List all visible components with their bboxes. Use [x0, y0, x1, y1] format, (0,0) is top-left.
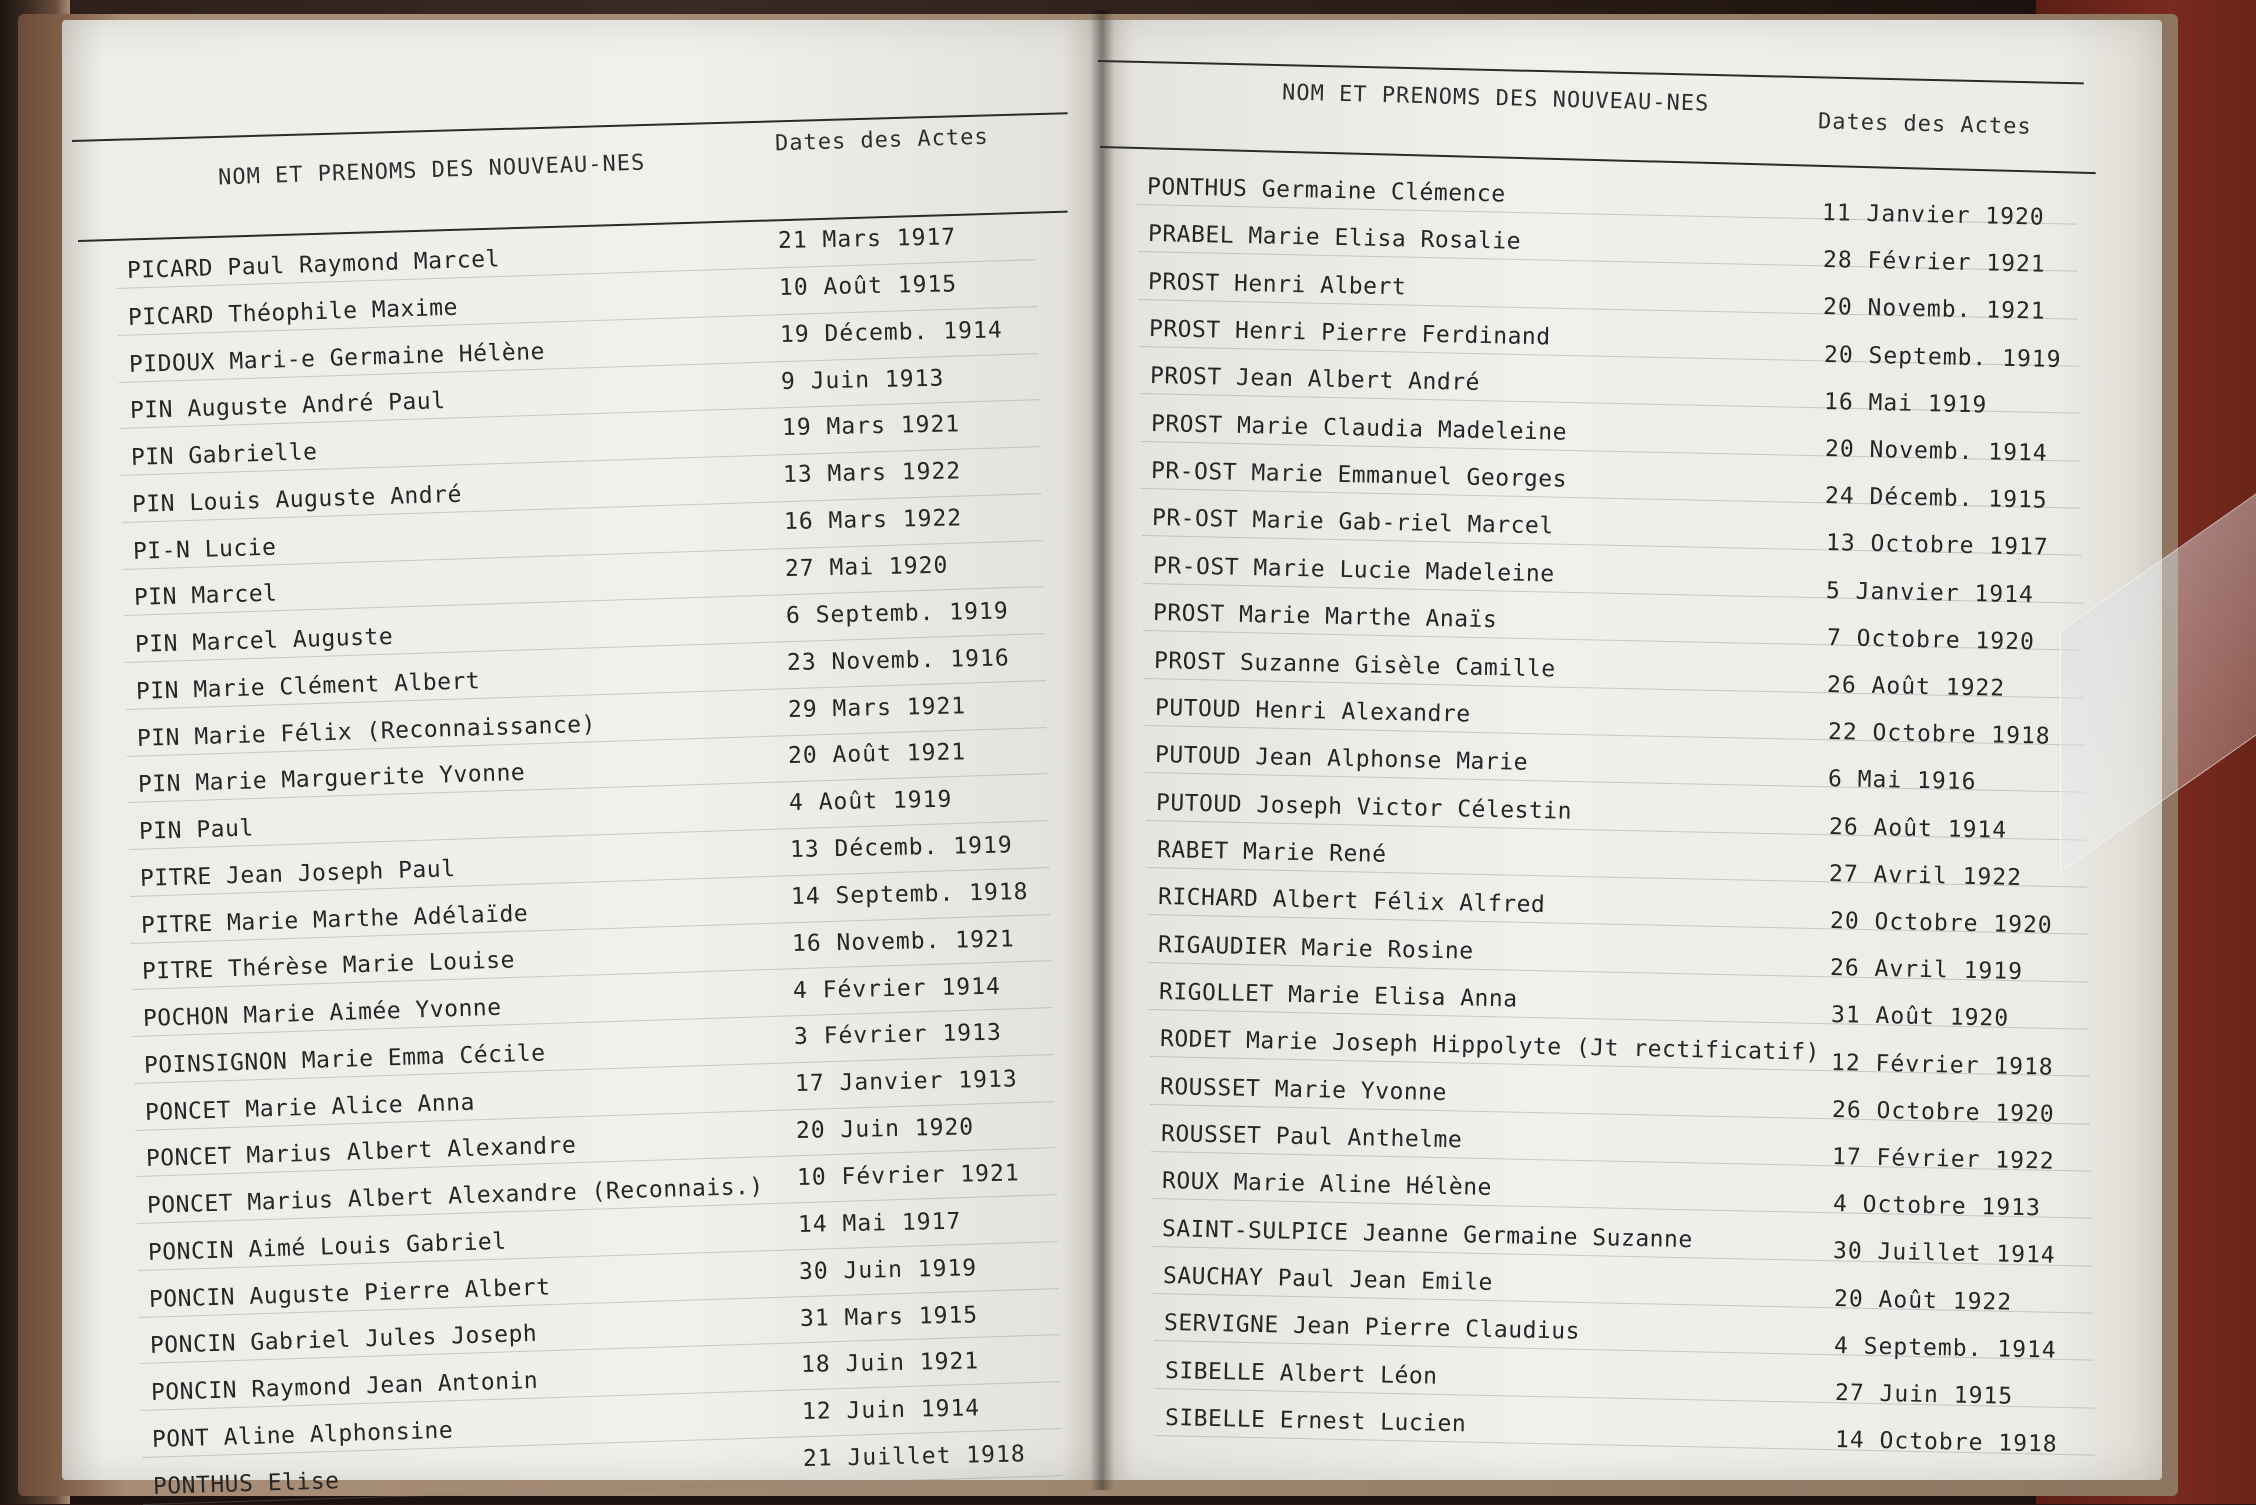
- entry-name: RABET Marie René: [1156, 836, 1387, 868]
- entry-name: PROST Marie Marthe Anaïs: [1153, 600, 1498, 634]
- entry-name: PONCIN Auguste Pierre Albert: [148, 1273, 551, 1313]
- entry-date: 6 Mai 1916: [1827, 766, 1977, 796]
- entry-name: PIN Auguste André Paul: [129, 388, 446, 425]
- entry-name: PIN Marie Marguerite Yvonne: [137, 760, 526, 799]
- entry-name: PR-OST Marie Gab-riel Marcel: [1151, 505, 1554, 540]
- entry-name: PROST Suzanne Gisèle Camille: [1153, 647, 1556, 682]
- entry-date: 18 Juin 1921: [800, 1348, 980, 1379]
- entry-date: 6 Septemb. 1919: [785, 598, 1009, 629]
- entry-name: SAINT-SULPICE Jeanne Germaine Suzanne: [1162, 1215, 1694, 1253]
- left-col-name-header: NOM ET PRENOMS DES NOUVEAU-NES: [217, 150, 646, 191]
- entry-name: RODET Marie Joseph Hippolyte (Jt rectificatif): [1159, 1026, 1820, 1067]
- entry-date: 17 Février 1922: [1831, 1144, 2055, 1175]
- entry-name: PROST Marie Claudia Madeleine: [1150, 410, 1567, 446]
- entry-name: RIGOLLET Marie Elisa Anna: [1158, 978, 1518, 1013]
- entry-date: 16 Mars 1922: [783, 505, 963, 536]
- entry-name: POCHON Marie Aimée Yvonne: [142, 994, 502, 1032]
- entry-date: 20 Novemb. 1921: [1822, 294, 2046, 326]
- book-gutter: [1090, 10, 1114, 1490]
- entry-date: 16 Novemb. 1921: [791, 926, 1016, 957]
- entry-date: 7 Octobre 1920: [1826, 624, 2035, 656]
- entry-name: PUTOUD Jean Alphonse Marie: [1155, 742, 1529, 776]
- entry-date: 12 Juin 1914: [801, 1395, 981, 1426]
- entry-date: 11 Janvier 1920: [1821, 200, 2045, 231]
- entry-date: 20 Juin 1920: [795, 1114, 975, 1145]
- entry-name: SAUCHAY Paul Jean Emile: [1162, 1263, 1494, 1296]
- entry-date: 27 Mai 1920: [784, 552, 949, 582]
- entry-name: PONCET Marius Albert Alexandre (Reconnais.): [146, 1173, 765, 1219]
- entry-name: PUTOUD Henri Alexandre: [1154, 694, 1471, 728]
- entry-date: 29 Mars 1921: [787, 692, 966, 723]
- entry-date: 10 Août 1915: [778, 271, 958, 301]
- entry-name: PONTHUS Elise: [152, 1467, 340, 1500]
- entry-date: 19 Décemb. 1914: [779, 317, 1003, 348]
- entry-date: 10 Février 1921: [796, 1160, 1020, 1191]
- entry-date: 27 Juin 1915: [1834, 1380, 2013, 1410]
- entry-date: 4 Février 1914: [792, 973, 1002, 1004]
- entry-name: PONT Aline Alphonsine: [151, 1417, 454, 1453]
- entry-name: PIN Marcel: [133, 580, 278, 612]
- entry-date: 14 Mai 1917: [797, 1208, 962, 1238]
- entry-date: 23 Novemb. 1916: [786, 644, 1010, 676]
- entry-name: PIN Marcel Auguste: [134, 623, 394, 658]
- entry-date: 31 Mars 1915: [799, 1301, 979, 1332]
- entry-name: ROUSSET Paul Anthelme: [1160, 1121, 1463, 1154]
- entry-date: 31 Août 1920: [1830, 1002, 2009, 1033]
- entry-name: PR-OST Marie Lucie Madeleine: [1152, 552, 1555, 588]
- entry-date: 16 Mai 1919: [1823, 388, 1988, 419]
- entry-name: PITRE Marie Marthe Adélaïde: [140, 900, 529, 939]
- entry-name: SERVIGNE Jean Pierre Claudius: [1163, 1310, 1581, 1346]
- entry-name: PIN Gabrielle: [130, 439, 318, 471]
- entry-date: 30 Juin 1919: [798, 1254, 978, 1285]
- entry-name: PROST Henri Albert: [1148, 268, 1407, 301]
- entry-name: RICHARD Albert Félix Alfred: [1157, 884, 1546, 919]
- entry-name: SIBELLE Albert Léon: [1164, 1357, 1438, 1390]
- entry-name: PITRE Jean Joseph Paul: [139, 855, 456, 892]
- entry-name: PIN Marie Clément Albert: [135, 667, 481, 705]
- entry-name: ROUSSET Marie Yvonne: [1160, 1073, 1448, 1106]
- entry-date: 5 Janvier 1914: [1825, 577, 2035, 608]
- entry-date: 4 Septemb. 1914: [1833, 1332, 2057, 1364]
- entry-date: 14 Octobre 1918: [1834, 1427, 2058, 1458]
- entry-date: 13 Octobre 1917: [1825, 530, 2049, 562]
- entry-name: PR-OST Marie Emmanuel Georges: [1150, 458, 1568, 493]
- right-col-name-header: NOM ET PRENOMS DES NOUVEAU-NES: [1281, 80, 1710, 117]
- entry-date: 3 Février 1913: [793, 1020, 1003, 1051]
- entry-name: PROST Henri Pierre Ferdinand: [1148, 316, 1552, 351]
- entry-name: PIN Marie Félix (Reconnaissance): [136, 711, 597, 752]
- entry-name: PONCIN Aimé Louis Gabriel: [147, 1228, 507, 1266]
- entry-date: 14 Septemb. 1918: [791, 878, 1030, 910]
- entry-name: PIN Louis Auguste André: [131, 481, 463, 518]
- entry-name: PIDOUX Mari-e Germaine Hélène: [128, 338, 546, 378]
- entry-date: 9 Juin 1913: [780, 365, 945, 395]
- entry-date: 28 Février 1921: [1822, 247, 2046, 278]
- entry-name: PITRE Thérèse Marie Louise: [141, 947, 516, 986]
- right-col-date-header: Dates des Actes: [1817, 109, 2032, 140]
- entry-date: 30 Juillet 1914: [1832, 1238, 2056, 1270]
- entry-name: PONCET Marie Alice Anna: [144, 1089, 476, 1126]
- entry-name: PROST Jean Albert André: [1149, 363, 1480, 397]
- entry-name: RIGAUDIER Marie Rosine: [1157, 931, 1475, 965]
- entry-date: 26 Août 1914: [1828, 813, 2007, 844]
- entry-date: 13 Décemb. 1919: [790, 832, 1014, 864]
- entry-name: PONCIN Gabriel Jules Joseph: [149, 1321, 538, 1360]
- entry-name: SIBELLE Ernest Lucien: [1164, 1405, 1467, 1438]
- entry-name: ROUX Marie Aline Hélène: [1161, 1168, 1492, 1202]
- entry-date: 4 Août 1919: [789, 786, 953, 817]
- entry-date: 26 Août 1922: [1826, 672, 2006, 702]
- entry-name: PI-N Lucie: [132, 533, 277, 565]
- entry-name: PONCIN Raymond Jean Antonin: [150, 1367, 539, 1406]
- entry-name: PRABEL Marie Elisa Rosalie: [1147, 221, 1521, 256]
- entry-date: 17 Janvier 1913: [794, 1066, 1019, 1098]
- entry-date: 26 Avril 1919: [1829, 955, 2024, 986]
- entry-name: PICARD Paul Raymond Marcel: [126, 246, 501, 284]
- entry-date: 20 Novemb. 1914: [1824, 436, 2048, 467]
- entry-date: 20 Septemb. 1919: [1823, 341, 2062, 373]
- entry-date: 21 Juillet 1918: [802, 1441, 1026, 1473]
- entry-name: POINSIGNON Marie Emma Cécile: [143, 1040, 546, 1079]
- entry-date: 12 Février 1918: [1830, 1049, 2054, 1081]
- left-col-date-header: Dates des Actes: [774, 124, 990, 157]
- entry-name: PONCET Marius Albert Alexandre: [145, 1132, 577, 1173]
- entry-name: PICARD Théophile Maxime: [127, 294, 459, 331]
- entry-name: PIN Paul: [138, 815, 255, 845]
- entry-date: 13 Mars 1922: [782, 458, 962, 489]
- entry-date: 20 Octobre 1920: [1829, 908, 2053, 939]
- entry-date: 20 Août 1921: [788, 739, 967, 770]
- entry-date: 4 Octobre 1913: [1832, 1191, 2041, 1222]
- entry-date: 22 Octobre 1918: [1827, 719, 2051, 750]
- entry-date: 26 Octobre 1920: [1831, 1096, 2055, 1128]
- entry-date: 19 Mars 1921: [781, 411, 961, 442]
- entry-date: 24 Décemb. 1915: [1824, 483, 2048, 514]
- entry-date: 20 Août 1922: [1833, 1285, 2012, 1316]
- entry-date: 21 Mars 1917: [777, 224, 957, 254]
- entry-date: 27 Avril 1922: [1828, 860, 2023, 891]
- entry-name: PUTOUD Joseph Victor Célestin: [1155, 789, 1573, 825]
- entry-name: PONTHUS Germaine Clémence: [1146, 174, 1506, 208]
